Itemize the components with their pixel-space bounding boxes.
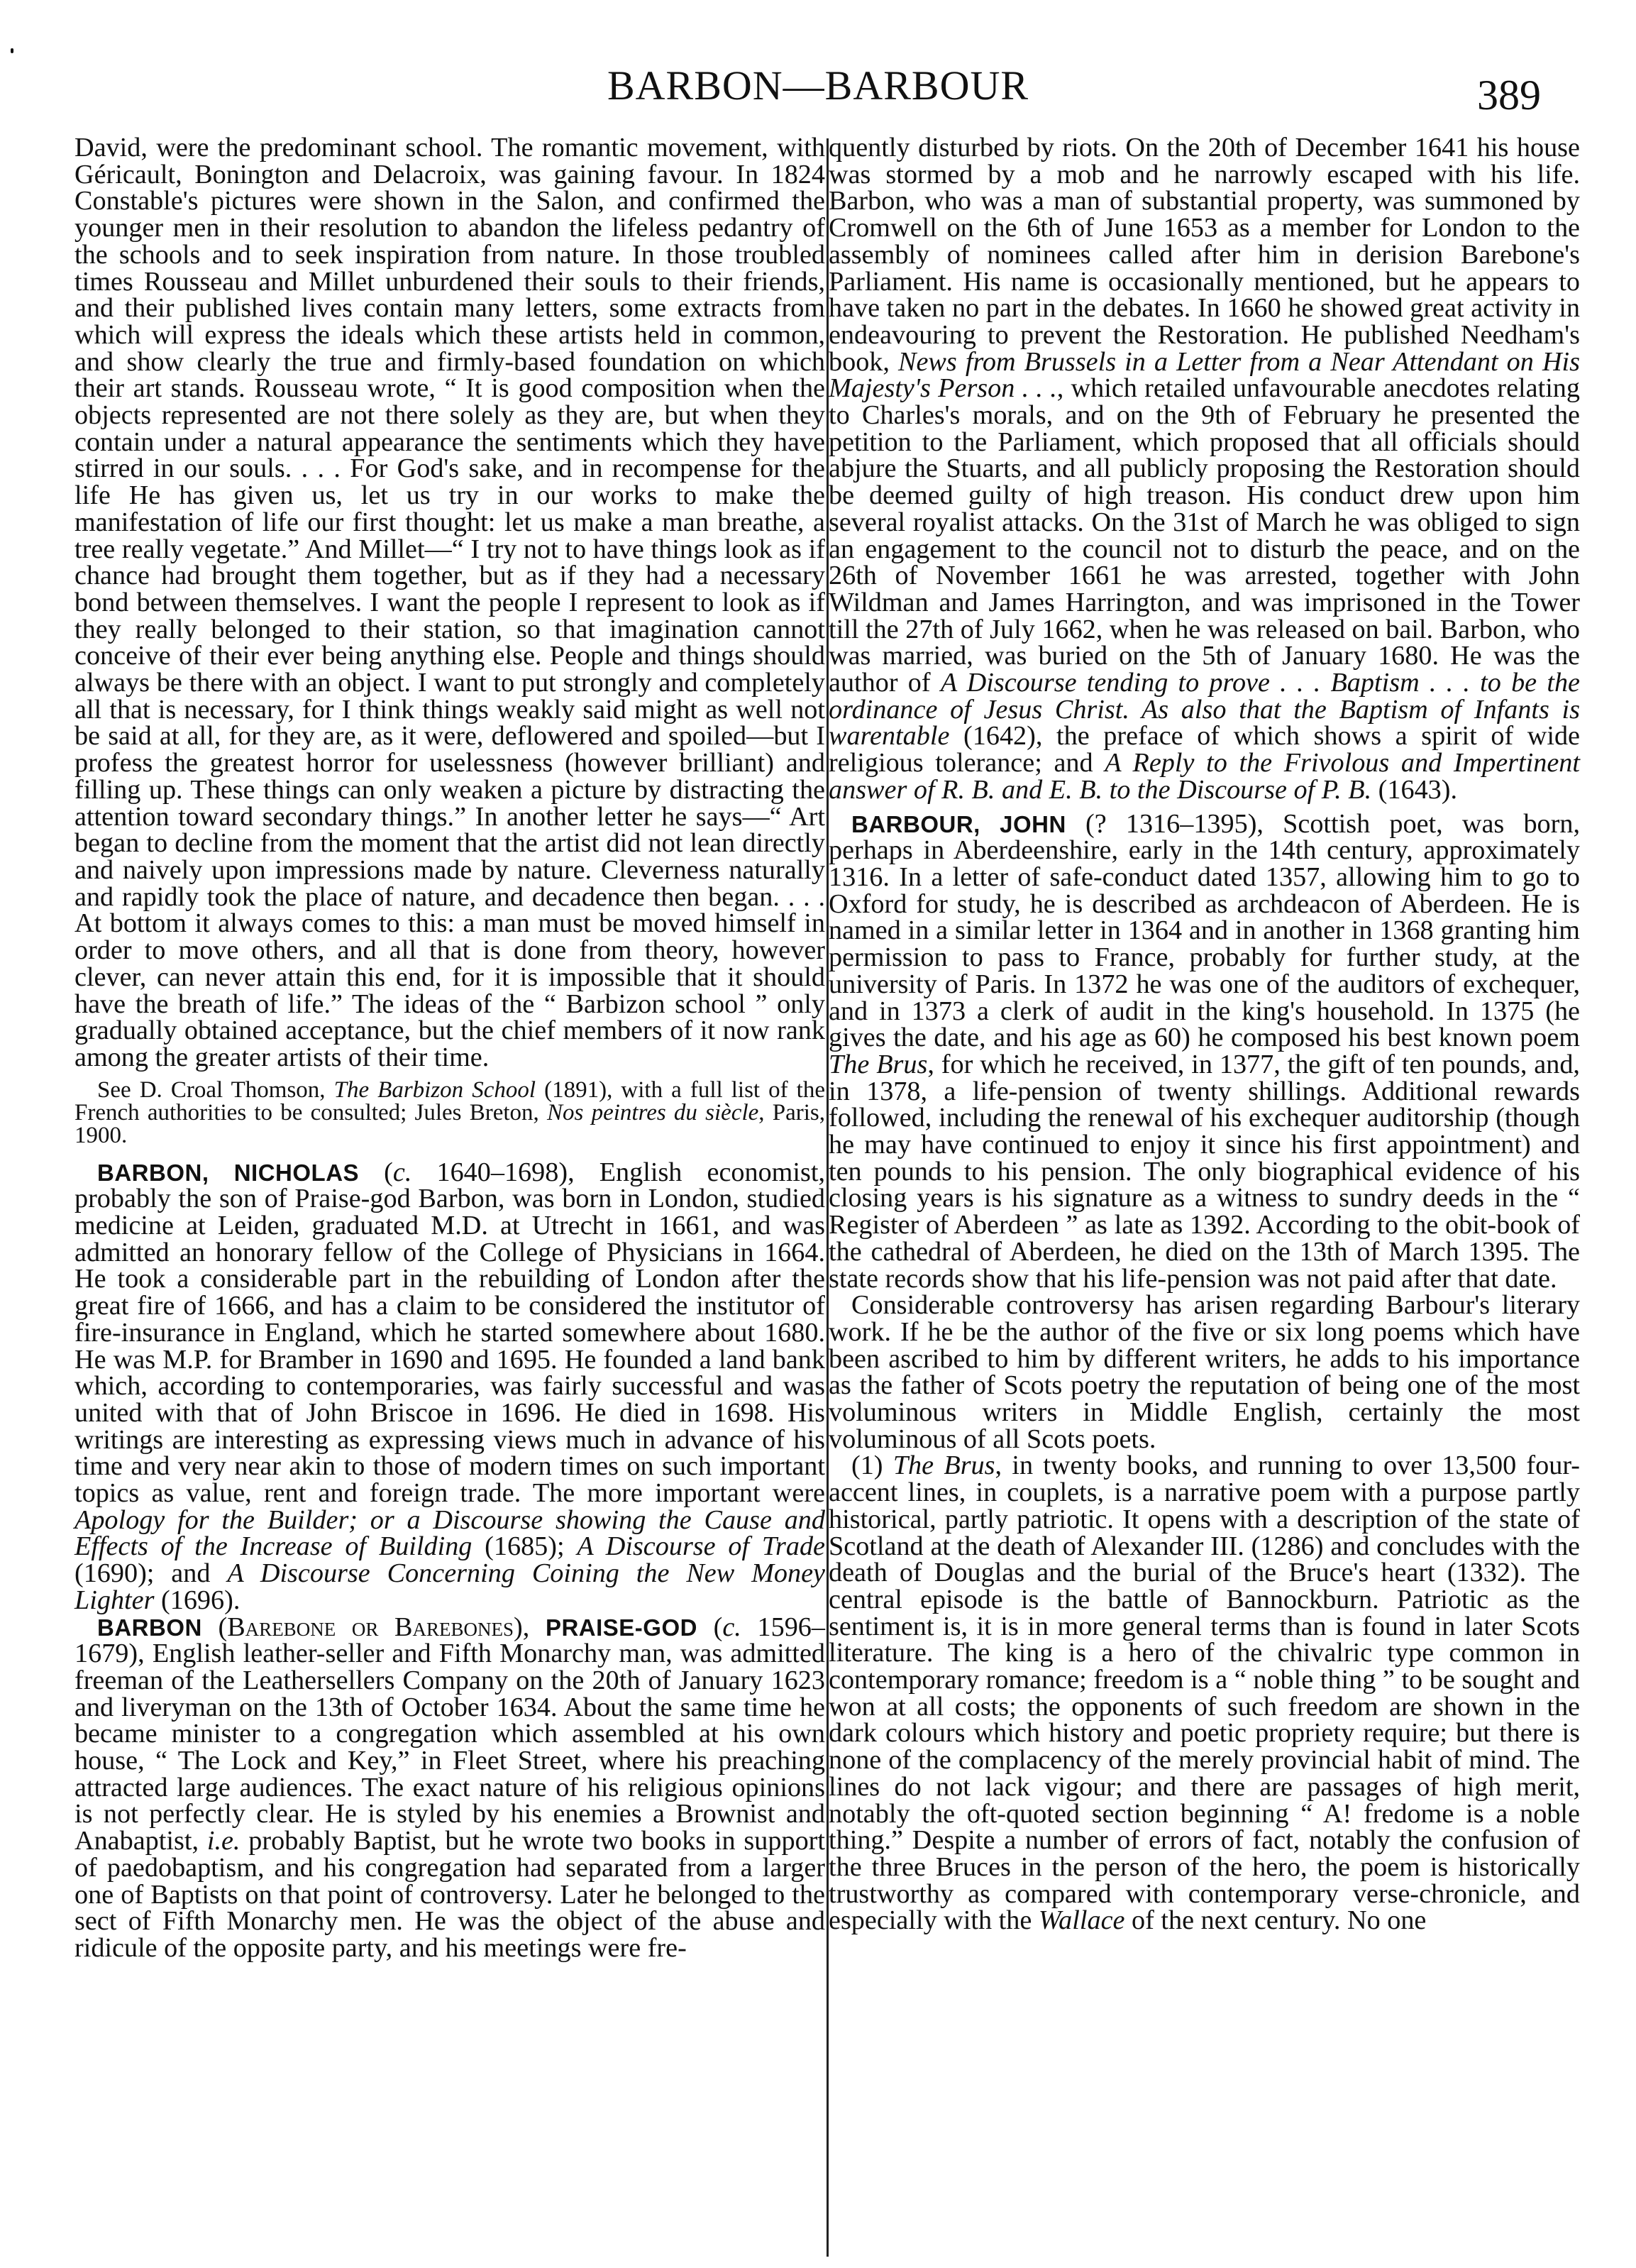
entry-barbour-john: BARBOUR, JOHN (? 1316–1395), Scottish poet, was born, perhaps in Aberdeenshire, early in the 14th century, approximately 1316. In a letter of safe-conduct dated 1357, allowing him to go to Oxford for study, he is described as archdeacon of Aberdeen. He is named in a similar letter in 1364 and in another in 1368 granting him permission to pass to France, probably for further study, at the university of Paris. In 1372 he was one of the auditors of exchequer, and in 1373 a clerk of audit in the king's household. In 1375 (he gives the date, and his age as 60) he composed his best known poem The Brus, for which he received, in 1377, the gift of ten pounds, and, in 1378, a life-pension of twenty shillings. Additional rewards followed, including the renewal of his exchequer auditorship (though he may have continued to enjoy it since his first appointment) and ten pounds to his pension. The only biographical evidence of his closing years is his signature as a witness to sundry deeds in the “ Register of Aberdeen ” as late as 1392. According to the obit-book of the cathedral of Aberdeen, he died on the 13th of March 1395. The state records show that his life-pension was not paid after that date. [829, 808, 1580, 1294]
right-column [829, 135, 1580, 1934]
scan-speck [11, 48, 13, 53]
work-title: Apology for the Builder; or a Discourse showing the Cause and Effects of the Increase of Building [74, 1504, 825, 1562]
entry-barbon-praisegod-continued: quently disturbed by riots. On the 20th of December 1641 his house was stormed by a mob and he narrowly escaped with his life. Barbon, who was a man of substantial property, was summoned by Cromwell on the 6th of June 1653 as a member for London to the assembly of nominees called after him in derision Barebone's Parliament. His name is occasionally mentioned, but he appears to have taken no part in the debates. In 1660 he showed great activity in endeavouring to prevent the Restoration. He published Needham's book, News from Brussels in a Letter from a Near Attendant on His Majesty's Person . . ., which retailed unfavourable anecdotes relating to Charles's morals, and on the 9th of February he presented the petition to the Parliament, which proposed that all officials should abjure the Stuarts, and all publicly proposing the Restoration should be deemed guilty of high treason. His conduct drew upon him several royalist attacks. On the 31st of March he was obliged to sign an engagement to the council not to disturb the peace, and on the 26th of November 1661 he was arrested, together with John Wildman and James Harrington, and was imprisoned in the Tower till the 27th of July 1662, when he was released on bail. Barbon, who was married, was buried on the 5th of January 1680. He was the author of A Discourse tending to prove . . . Baptism . . . to be the ordinance of Jesus Christ. As also that the Baptism of Infants is warentable (1642), the preface of which shows a spirit of wide religious tolerance; and A Reply to the Frivolous and Impertinent answer of R. B. and E. B. to the Discourse of P. B. (1643). [829, 133, 1580, 805]
work-title: A Discourse Concerning Coining the New Money Lighter [74, 1558, 825, 1615]
work-title: A Discourse of Trade [577, 1531, 825, 1562]
entry-barbon-praisegod: BARBON (Barebone or Barebones), PRAISE-GOD (c. 1596–1679), English leather-seller and Fifth Monarchy man, was admitted freeman of the Leathersellers Company on the 20th of January 1623 and liveryman on the 13th of October 1634. About the same time he became minister to a congregation which assembled at his own house, “ The Lock and Key,” in Fleet Street, where his preaching attracted large audiences. The exact nature of his religious opinions is not perfectly clear. He is styled by his enemies a Brownist and Anabaptist, i.e. probably Baptist, but he wrote two books in support of paedobaptism, and his congregation had separated from a larger one of Baptists on that point of controversy. Later he belonged to the sect of Fifth Monarchy men. He was the object of the abuse and ridicule of the opposite party, and his meetings were fre- [74, 1612, 825, 1963]
headword-barbon: BARBON [97, 1614, 202, 1641]
bibliography-title-1: The Barbizon School [333, 1077, 536, 1103]
work-title: A Discourse tending to prove . . . Baptism . . . to be the ordinance of Jesus Christ. As also that the Baptism of Infants is warentable [829, 668, 1580, 752]
page-number: 389 [1477, 72, 1541, 119]
entry-barbon-nicholas: BARBON, NICHOLAS (c. 1640–1698), English economist, probably the son of Praise-god Barbon, was born in London, studied medicine at Leiden, graduated M.D. at Utrecht in 1661, and was admitted an honorary fellow of the College of Physicians in 1664. He took a considerable part in the rebuilding of London after the great fire of 1666, and has a claim to be considered the institutor of fire-insurance in England, which he started somewhere about 1680. He was M.P. for Bramber in 1690 and 1695. He founded a land bank which, according to contemporaries, was fairly successful and was united with that of John Briscoe in 1696. He died in 1698. His writings are interesting as expressing views much in advance of his time and very near akin to those of modern times on such important topics as value, rent and foreign trade. The more important were Apology for the Builder; or a Discourse showing the Cause and Effects of the Increase of Building (1685); A Discourse of Trade (1690); and A Discourse Concerning Coining the New Money Lighter (1696). [74, 1157, 826, 1615]
alias-barebone: (Barebone or Barebones), [201, 1612, 546, 1642]
headword-praise-god: PRAISE-GOD [545, 1614, 697, 1641]
work-title: News from Brussels in a Letter from a Near Attendant on His Majesty's Person . . . [829, 346, 1580, 404]
headword-barbour-john: BARBOUR, JOHN [851, 810, 1066, 837]
barbizon-continued-paragraph: David, were the predominant school. The romantic movement, with Géricault, Bonington and Delacroix, was gaining favour. In 1824 Constable's pictures were shown in the Salon, and confirmed the younger men in their resolution to abandon the lifeless pedantry of the schools and to seek inspiration from nature. In those troubled times Rousseau and Millet unburdened their souls to their friends, and their published lives contain many letters, some extracts from which will express the ideals which these artists held in common, and show clearly the true and firmly-based foundation on which their art stands. Rousseau wrote, “ It is good composition when the objects represented are not there solely as they are, but when they contain under a natural appearance the sentiments which they have stirred in our souls. . . . For God's sake, and in recompense for the life He has given us, let us try in our works to make the manifestation of life our first thought: let us make a man breathe, a tree really vegetate.” And Millet—“ I try not to have things look as if chance had brought them together, but as if they had a necessary bond between themselves. I want the people I represent to look as if they really belonged to their station, so that imagination cannot conceive of their ever being anything else. People and things should always be there with an object. I want to put strongly and completely all that is necessary, for I think things weakly said might as well not be said at all, for they are, as it were, deflowered and spoiled—but I profess the greatest horror for uselessness (however brilliant) and filling up. These things can only weaken a picture by distracting the attention toward secondary things.” In another letter he says—“ Art began to decline from the moment that the artist did not lean directly and naively upon impressions made by nature. Cleverness naturally and rapidly took the place of nature, and decadence then began. . . . At bottom it always comes to this: a man must be moved himself in order to move others, and all that is done from theory, however clever, can never attain this end, for it is impossible that it should have the breath of life.” The ideas of the “ Barbizon school ” only gradually obtained acceptance, but the chief members of it now rank among the greater artists of their time. [74, 133, 825, 1072]
bibliography-title-2: Nos peintres du siècle [547, 1099, 759, 1125]
work-title: Wallace [1038, 1905, 1125, 1936]
left-column [74, 135, 825, 1962]
work-title: A Reply to the Frivolous and Impertinent answer of R. B. and E. B. to the Discourse of P. B. [829, 748, 1580, 805]
barbour-brus-paragraph: (1) The Brus, in twenty books, and running to over 13,500 four-accent lines, in couplets, is a narrative poem with a purpose partly historical, partly patriotic. It opens with a description of the state of Scotland at the death of Alexander III. (1286) and concludes with the death of Douglas and the burial of the Bruce's heart (1332). The central episode is the battle of Bannockburn. Patriotic as the sentiment is, it is in more general terms than is found in later Scots literature. The king is a hero of the chivalric type common in contemporary romance; freedom is a “ noble thing ” to be sought and won at all costs; the opponents of such freedom are shown in the dark colours which history and poetic propriety require; but there is none of the complacency of the merely provincial habit of mind. The lines do not lack vigour; and there are passages of high merit, notably the oft-quoted section beginning “ A! fredome is a noble thing.” Despite a number of errors of fact, notably the confusion of the three Bruces in the person of the hero, the poem is historically trustworthy as compared with contemporary verse-chronicle, and especially with the Wallace of the next century. No one [829, 1450, 1581, 1936]
work-title: The Brus [892, 1450, 995, 1481]
barbour-controversy-paragraph: Considerable controversy has arisen regarding Barbour's literary work. If he be the author of the five or six long poems which have been ascribed to him by different writers, he adds to his importance as the father of Scots poetry the reputation of being one of the most voluminous writers in Middle English, certainly the most voluminous of all Scots poets. [829, 1290, 1580, 1454]
work-title: The Brus [829, 1049, 928, 1079]
headword-barbon-nicholas: BARBON, NICHOLAS [97, 1159, 360, 1186]
running-head: BARBON—BARBOUR [607, 62, 1029, 109]
bibliography-note: See D. Croal Thomson, The Barbizon School (1891), with a full list of the French authorities to be consulted; Jules Breton, Nos peintres du siècle, Paris, 1900. [74, 1077, 825, 1148]
